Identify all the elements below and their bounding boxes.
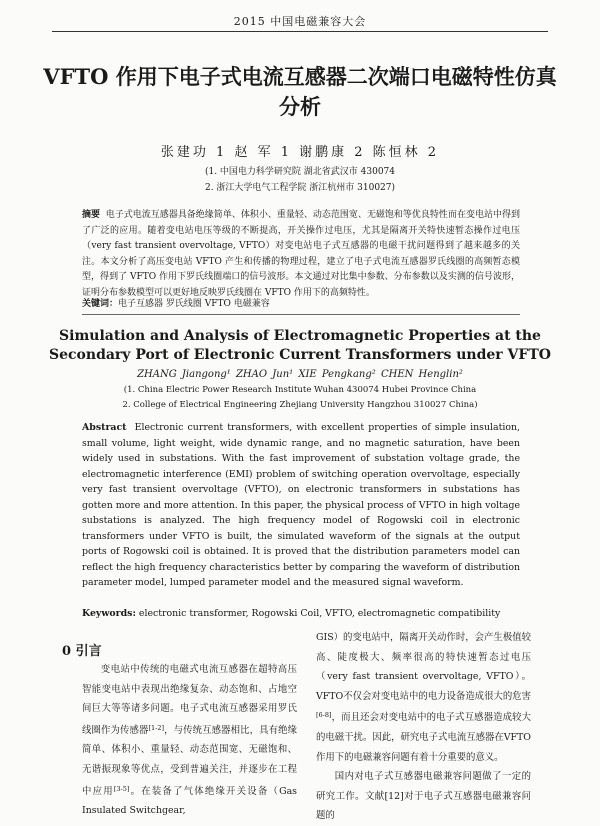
intro-paragraph-1 [82, 660, 297, 821]
chinese-abstract-label: 摘要 [82, 210, 101, 220]
journal-header: 2015 中国电磁兼容大会 [233, 15, 367, 28]
english-abstract [82, 420, 520, 591]
chinese-authors: 张建功 1 赵 军 1 谢鹏康 2 陈恒林 2 [160, 145, 440, 160]
chinese-keywords-text: 电子互感器 罗氏线圈 VFTO 电磁兼容 [118, 299, 270, 309]
citation-ref: [3-5] [113, 784, 130, 793]
citation-ref: [6-8] [316, 711, 332, 720]
section-heading-introduction: 0 引言 [62, 644, 102, 659]
body-column-left [82, 660, 297, 821]
intro-text-2b: ，而且还会对变电站中的电子式互感器造成较大的电磁干扰。因此，研究电子式电流互感器在VFTO作用下的电磁兼容问题有着十分重要的意义。 [316, 712, 531, 763]
english-authors: ZHANG Jiangong¹ ZHAO Jun¹ XIE Pengkang² CHEN Henglin² [137, 369, 463, 380]
header-rule [52, 31, 548, 32]
chinese-abstract-text: 电子式电流互感器具备绝缘简单、体积小、重量轻、动态范围宽、无磁饱和等优良特性而在变电站中得到了广泛的应用。随着变电站电压等级的不断提高，开关操作过电压，尤其是隔离开关特快速暂态操作过电压（very fast transient overvoltage, VFTO）对变电站电子式互感器的电磁干扰问题得到了越来越多的关注。本文分析了高压变电站 VFTO 产生和传播的物理过程，建立了电子式电流互感器罗氏线圈的高频暂态模型，得到了 VFTO 作用下罗氏线圈端口的信号波形。本文通过对比集中参数、分布参数以及实测的信号波形，证明分布参数模型可以更好地反映罗氏线圈在 VFTO 作用下的高频特性。 [82, 210, 520, 298]
chinese-keywords-label: 关键词： [82, 299, 119, 309]
english-keywords-label: Keywords: [82, 608, 136, 619]
chinese-abstract [82, 208, 520, 301]
chinese-affiliation-1: (1. 中国电力科学研究院 湖北省武汉市 430074 [204, 167, 396, 177]
english-keywords-text: electronic transformer, Rogowski Coil, VFTO, electromagnetic compatibility [138, 608, 501, 619]
english-title: Simulation and Analysis of Electromagnetic Properties at the Secondary Port of Electronic Current Transformers under VFTO [49, 328, 551, 363]
intro-paragraph-1-cont [316, 628, 531, 767]
intro-text-1c: 。在装备了气体绝缘开关设备（Gas Insulated Switchgear, [82, 785, 297, 817]
intro-text-1b: ，与传统互感器相比，具有绝缘简单、体积小、重量轻、动态范围宽、无磁饱和、无谐振现象等优点，受到普遍关注，并逐步在工程中应用 [82, 724, 297, 797]
chinese-title: VFTO 作用下电子式电流互感器二次端口电磁特性仿真分析 [43, 64, 557, 119]
english-affiliation-1: (1. China Electric Power Research Institute Wuhan 430074 Hubei Province China [123, 385, 477, 395]
intro-text-1a: 变电站中传统的电磁式电流互感器在超特高压智能变电站中表现出绝缘复杂、动态饱和、占地空间巨大等等诸多问题。电子式电流互感器采用罗氏线圈作为传感器 [82, 664, 297, 736]
intro-text-2a: GIS）的变电站中，隔离开关动作时，会产生极值较高、陡度极大、频率很高的特快速暂态过电压（very fast transient overvoltage, VFTO）。VFTO不仅会对变电站中的电力设备造成很大的危害 [316, 632, 531, 702]
intro-paragraph-2: 国内对电子式互感器电磁兼容问题做了一定的研究工作。文献[12]对于电子式互感器电磁兼容问题的 [316, 771, 531, 822]
citation-ref: [1-2] [148, 723, 165, 732]
section-divider [82, 314, 520, 315]
body-column-right [316, 628, 531, 826]
chinese-keywords [82, 296, 520, 309]
english-keywords [82, 608, 520, 619]
english-abstract-label: Abstract [82, 422, 127, 433]
english-affiliation-2: 2. College of Electrical Engineering Zhejiang University Hangzhou 310027 China) [122, 400, 478, 410]
english-abstract-text: Electronic current transformers, with excellent properties of simple insulation, small volume, light weight, wide dynamic range, and no magnetic saturation, have been widely used in substations. With the fast improvement of substation voltage grade, the electromagnetic interference (EMI) problem of switching operation overvoltage, especially very fast transient overvoltage (VFTO), on electronic transformers in substations has gotten more and more attention. In this paper, the physical process of VFTO in high voltage substations is analyzed. The high frequency model of Rogowski coil in electronic transformers under VFTO is built, the simulated waveform of the signals at the output ports of Rogowski coil is obtained. It is proved that the distribution parameters model can reflect the high frequency characteristics better by comparing the waveform of distribution parameter model, lumped parameter model and the measured signal waveform. [82, 422, 520, 588]
chinese-affiliation-2: 2. 浙江大学电气工程学院 浙江杭州市 310027) [204, 183, 396, 193]
